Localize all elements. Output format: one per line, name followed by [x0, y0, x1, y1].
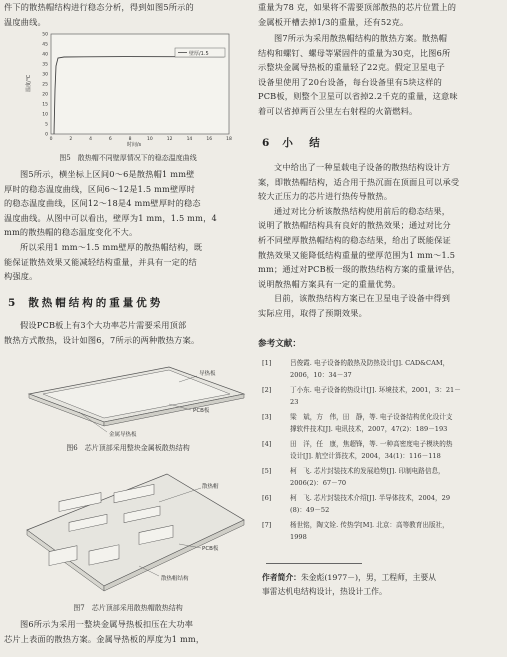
- reference-text: 23: [290, 398, 299, 406]
- section-title: 散热帽结构的重量优势: [28, 297, 164, 309]
- fig5-y-tick-label: 20: [42, 92, 48, 98]
- fig5-y-tick-label: 40: [42, 52, 48, 58]
- fig6-label-pcb: PCB板: [193, 408, 210, 414]
- text-line: 假设PCB板上有3个大功率芯片需要采用顶部: [20, 320, 187, 330]
- para-fig5: [4, 167, 252, 284]
- fig5-x-tick-label: 18: [226, 137, 232, 142]
- fig5-x-tick-label: 14: [186, 137, 193, 142]
- fig5-y-tick-label: 30: [42, 72, 48, 78]
- para-top: [258, 0, 504, 29]
- section-number: 5: [8, 297, 19, 309]
- author-text: 朱金彪(1977－)，男，工程师，主要从: [300, 573, 437, 582]
- fig5-x-tick-label: 4: [89, 137, 92, 142]
- text-line: 析不同壁厚散热帽结构的稳态结果，给出了既能保证: [258, 234, 451, 245]
- text-line: 温度曲线。从图中可以看出，壁厚为1 mm，1.5 mm，4: [4, 212, 217, 223]
- text-line: 通过对比分析该散热结构使用前后的稳态结果，: [274, 205, 451, 216]
- reference-text: 柯 飞. 芯片封装技术介绍[J]. 半导体技术，2004，29: [290, 494, 451, 502]
- fig5-y-tick-label: 50: [42, 32, 48, 38]
- para-fig7: [258, 31, 504, 119]
- reference-text: 梁 斌，方 伟，田 静，等. 电子设备结构优化设计支: [290, 413, 453, 421]
- fig5-x-tick-label: 2: [69, 137, 73, 142]
- fig5-x-tick-label: 6: [108, 137, 112, 142]
- text-line: 能保证散热效果又能减轻结构重量，并具有一定的结: [4, 256, 197, 267]
- reference-item: [258, 465, 504, 489]
- reference-text: 田 洋，任 康，焦超锋，等. 一种高密度电子模块的热: [290, 440, 453, 448]
- section-number: 6: [262, 137, 273, 149]
- text-line: 说明了散热帽结构具有良好的散热效果；通过对比分: [258, 220, 451, 231]
- reference-text: 2006，10：34－37: [290, 371, 352, 379]
- text-line: 重量为78 克，如果将不需要顶部散热的芯片位置上的: [258, 2, 457, 12]
- text-line: mm；通过对PCB板一级的散热结构方案的重量评估，: [258, 264, 461, 275]
- reference-item: [258, 411, 504, 435]
- summary: [258, 160, 504, 321]
- para-sec5: [4, 318, 252, 347]
- reference-text: 2006(2)：67－70: [290, 479, 347, 487]
- reference-text: 设计[J]. 航空计算技术，2004，34(1)：116－118: [290, 452, 441, 460]
- reference-text: 柯 飞. 芯片封装技术的发展趋势[J]. 印制电路信息，: [290, 467, 445, 475]
- text-line: 图6所示为采用一整块金属导热板扣压在大功率: [20, 619, 194, 629]
- fig5-y-tick-label: 15: [42, 102, 48, 108]
- figure-7: [19, 458, 249, 600]
- author-label: 作者简介：: [262, 573, 301, 582]
- reference-number: [7]: [262, 521, 272, 529]
- figure-7-drawing: [19, 458, 249, 600]
- fig5-y-tick-label: 25: [42, 82, 48, 88]
- reference-item: [258, 357, 504, 381]
- text-line: 文中给出了一种星载电子设备的散热结构设计方: [274, 162, 451, 172]
- text-line: 示整块金属导热板的重量轻了22克。假定卫星电子: [258, 62, 445, 73]
- reference-number: [6]: [262, 494, 272, 502]
- text-line: 散热效果又能降低结构重量的壁厚范围为1 mm～1.5: [258, 249, 456, 260]
- text-line: 结构和螺钉、螺母等紧固件的重量为30克，比图6所: [258, 47, 451, 58]
- section-6-heading: [262, 135, 323, 150]
- reference-text: 撑软件技术[J]. 电讯技术，2007，47(2)：189－193: [290, 425, 448, 433]
- text-line: 较大正压力的芯片进行热传导散热。: [258, 191, 393, 202]
- figure-5: [24, 30, 244, 148]
- reference-item: [258, 384, 504, 408]
- reference-item: [258, 519, 504, 543]
- text-line: 说明散热帽方案具有一定的重量优势。: [258, 278, 401, 289]
- text-line: 厚时的稳态温度曲线，区间6～12是1.5 mm壁厚时: [4, 183, 196, 194]
- fig6-label-heatplate: 金属导热板: [109, 432, 137, 438]
- reference-text: 丁小东. 电子设备的热设计[J]. 环境技术，2001，3：21－: [290, 386, 461, 394]
- text-line: 着可以省掉两百公里左右射程的火箭燃料。: [258, 105, 418, 116]
- figure-6: [19, 352, 249, 442]
- figure-7-caption: 图7 芯片顶部采用散热帽散热结构: [73, 604, 183, 612]
- fig7-label-caps: 散热帽结构: [161, 576, 189, 582]
- text-line: 构强度。: [4, 271, 38, 282]
- fig5-legend-label: 壁厚/1.5: [189, 51, 209, 57]
- fig5-x-tick-label: 16: [206, 137, 213, 142]
- text-line: 实际应用，取得了预期效果。: [258, 307, 368, 318]
- fig5-x-tick-label: 12: [166, 137, 173, 142]
- text-line: 目前，该散热结构方案已在卫星电子设备中得到: [274, 293, 451, 304]
- text-line: mm的散热帽的稳态温度变化不大。: [4, 227, 138, 238]
- figure-5-caption: 图5 散热帽不同壁厚情况下的稳态温度曲线: [59, 154, 197, 162]
- intro-line: 温度曲线。: [4, 16, 46, 27]
- fig5-y-tick-label: 0: [45, 132, 48, 138]
- references-title: 参考文献：: [258, 339, 301, 349]
- author-line: 事雷达机电结构设计，热设计工作。: [262, 587, 387, 596]
- fig5-y-tick-label: 45: [42, 42, 48, 48]
- fig5-x-tick-label: 10: [147, 137, 153, 142]
- reference-number: [3]: [262, 413, 272, 421]
- text-line: 案，即散热帽结构，适合用于热沉面在顶面且可以承受: [258, 176, 460, 187]
- reference-text: 1998: [290, 533, 307, 541]
- section-title: 小 结: [282, 137, 323, 149]
- figure-6-drawing: [19, 352, 249, 442]
- reference-text: (8)：49－52: [290, 506, 330, 514]
- section-5-heading: [8, 295, 163, 310]
- figure-6-caption: 图6 芯片顶部采用整块金属板散热结构: [66, 444, 190, 452]
- fig5-xlabel: 时间/s: [126, 142, 142, 148]
- fig7-label-cap: 散热帽: [202, 484, 219, 490]
- figure-5-chart: [24, 30, 244, 148]
- fig5-y-tick-label: 5: [45, 122, 48, 128]
- text-line: 图5所示，横坐标上区间0～6是散热帽1 mm壁: [20, 169, 195, 179]
- text-line: 芯片上表面的散热方案。金属导热板的厚度为1 mm，: [4, 633, 205, 644]
- reference-number: [1]: [262, 359, 272, 367]
- fig7-label-pcb: PCB板: [202, 546, 219, 552]
- reference-item: [258, 492, 504, 516]
- fig5-ylabel: 温度/℃: [26, 74, 32, 92]
- fig5-y-tick-label: 10: [42, 112, 48, 118]
- para-fig6: [4, 617, 252, 646]
- reference-text: 杨世铭，陶文铨. 传热学[M]. 北京：高等教育出版社，: [290, 521, 449, 529]
- reference-item: [258, 438, 504, 462]
- reference-number: [5]: [262, 467, 272, 475]
- reference-number: [4]: [262, 440, 272, 448]
- intro-line: 件下的散热帽结构进行稳态分析，得到如图5所示的: [4, 2, 194, 12]
- text-line: 所以采用1 mm～1.5 mm壁厚的散热帽结构，既: [20, 241, 203, 252]
- fig6-label-plate: 导热板: [199, 371, 216, 377]
- text-line: 图7所示为采用散热帽结构的散热方案。散热帽: [274, 33, 448, 43]
- fig5-y-tick-label: 35: [42, 62, 48, 68]
- fig5-x-tick-label: 0: [49, 137, 53, 142]
- text-line: 的稳态温度曲线，区间12～18是4 mm壁厚时的稳态: [4, 198, 201, 209]
- author-line: [262, 571, 504, 585]
- fig5-y-ticks: [42, 32, 48, 138]
- text-line: 设备里使用了20台设备，每台设备里有5块这样的: [258, 76, 442, 87]
- author-rule: [266, 563, 362, 564]
- author-bio: [262, 571, 504, 599]
- reference-list: [258, 357, 504, 546]
- text-line: 金属板开槽去掉1/3的重量，还有52克。: [258, 16, 409, 27]
- reference-number: [2]: [262, 386, 272, 394]
- reference-text: 吕俊霞. 电子设备的散热及防热设计[J]. CAD&CAM，: [290, 359, 450, 367]
- fig5-x-tick-label: 8: [128, 137, 132, 142]
- text-line: 散热方式散热，设计如图6，7所示的两种散热方案。: [4, 334, 200, 345]
- text-line: PCB板，则整个卫星可以省掉2.2千克的重量，这意味: [258, 91, 458, 102]
